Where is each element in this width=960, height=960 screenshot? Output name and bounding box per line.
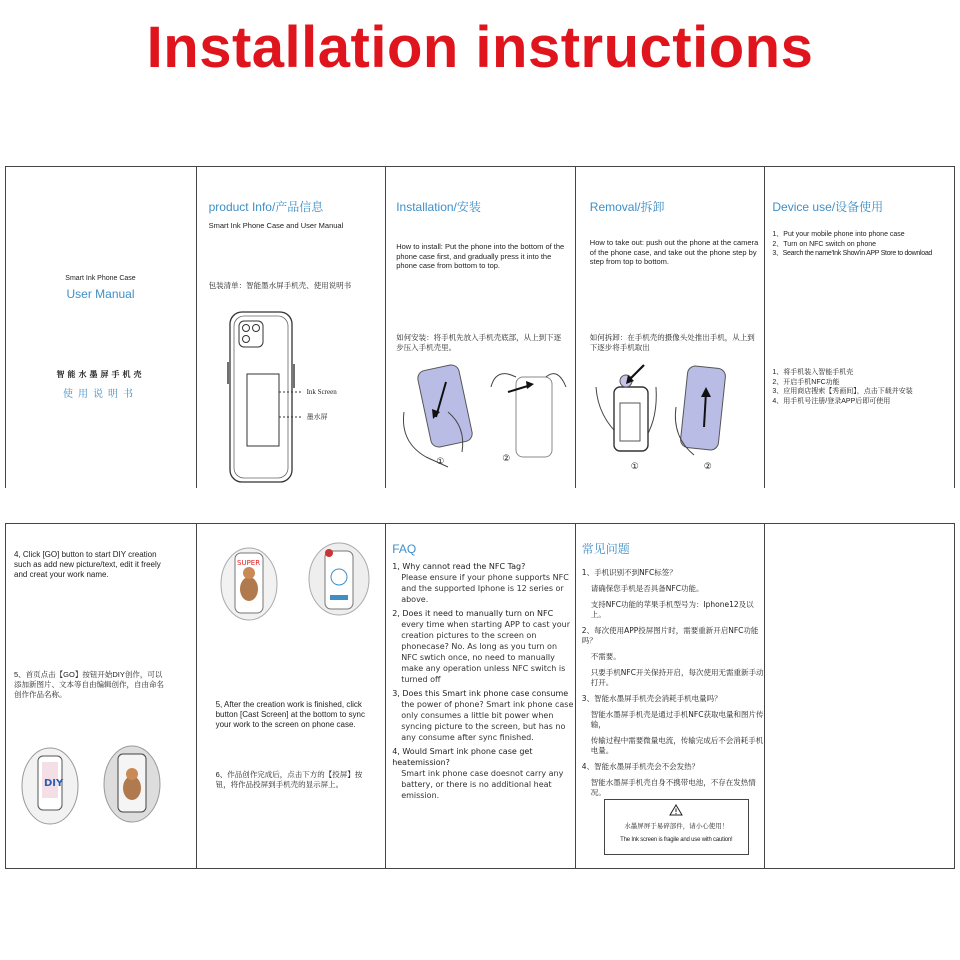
manual-strip-top (5, 166, 955, 488)
device-use-cn-step: 1、将手机装入智能手机壳 (772, 369, 854, 376)
installation-heading: Installation/安装 (396, 200, 481, 214)
product-info-heading: product Info/产品信息 (208, 200, 324, 214)
removal-text-cn: 如何拆卸：在手机壳的摄像头处推出手机，从上到下逐步将手机取出 (589, 333, 755, 352)
cover-cn-title: 智能水墨屏手机壳 (56, 370, 145, 379)
installation-text-en: How to install: Put the phone into the bottom of the phone case first, and gradually press it into the phone case from bottom to top. (396, 242, 565, 270)
device-use-en-step: 3、Search the name'Ink Show'in APP Store to download (772, 250, 933, 257)
faq-cn-list (582, 568, 764, 804)
faq-answer: the power of phone? Smart ink phone case only consumes a little bit power when syncing picture to the screen, but has no any consume after sync finished. (401, 700, 574, 742)
device-use-heading: Device use/设备使用 (772, 200, 884, 214)
device-use-cn-step: 2、开启手机NFC功能 (772, 378, 840, 386)
cover-heading: User Manual (66, 287, 135, 301)
faq-heading: FAQ (392, 542, 417, 556)
removal-heading: Removal/拆卸 (589, 200, 665, 214)
install-illustration (386, 357, 575, 477)
diy-phone-images (6, 744, 196, 844)
device-use-en-step: 2、Turn on NFC switch on phone (772, 240, 877, 248)
installation-text-cn: 如何安装：将手机先放入手机壳底部，从上到下逐步压入手机壳里。 (396, 333, 562, 352)
faq-cn-answer: 请确保您手机是否具备NFC功能。 (590, 584, 704, 593)
removal-text-en: How to take out: push out the phone at the camera of the phone case, and take out the phone step by step from top to bottom. (589, 238, 759, 266)
warning-text-en: The Ink screen is fragile and use with caution! (620, 837, 733, 843)
install-step-2: ② (502, 454, 511, 464)
cast-screen-step-en: 5, After the creation work is finished, click button [Cast Screen] at the bottom to sync your work to the screen on phone case. (215, 700, 366, 729)
install-step-1: ① (436, 457, 445, 467)
cover-small-heading: Smart Ink Phone Case (65, 275, 136, 282)
panel-cast-screen (196, 524, 386, 868)
removal-step-2: ② (703, 462, 712, 472)
svg-text:DIY: DIY (44, 778, 64, 789)
cast-screen-images (197, 539, 386, 629)
device-use-cn-steps (772, 368, 912, 406)
faq-cn-question: 1、手机识别不到NFC标签？ (581, 568, 677, 577)
product-info-package-list: 包装清单：智能墨水屏手机壳、使用说明书 (208, 281, 352, 290)
faq-answer: Please ensure if your phone supports NFC and the supported Iphone is 12 series or above. (401, 573, 569, 604)
panel-installation (385, 167, 575, 488)
faq-answer: every time when starting APP to cast your creation pictures to the screen on phonecase? No. As long as you turn on NFC swtich once, no need to manually make any operation unless NFC switch is turned off (401, 620, 571, 684)
faq-list (392, 558, 574, 801)
device-use-cn-step: 4、用手机号注册/登录APP后即可使用 (772, 397, 891, 405)
faq-cn-question: 3、智能水墨屏手机壳会消耗手机电量吗？ (581, 694, 722, 703)
panel-device-use (764, 167, 954, 488)
faq-cn-question: 4、智能水墨屏手机壳会不会发热？ (581, 762, 700, 771)
panel-product-info (196, 167, 386, 488)
faq-cn-answer: 不需要。 (590, 652, 621, 661)
device-use-en-step: 1、Put your mobile phone into phone case (772, 231, 905, 238)
faq-answer: Smart ink phone case doesnot carry any battery, or there is no additional heat emission. (401, 769, 564, 800)
ink-screen-label-cn: 墨水屏 (306, 413, 328, 421)
removal-illustration (576, 357, 765, 477)
faq-cn-question: 2、每次使用APP投屏图片时，需要重新开启NFC功能吗？ (581, 626, 759, 645)
phone-case-diagram (197, 292, 386, 488)
faq-cn-answer: 智能水墨屏手机壳自身不携带电池，不存在发热情况。 (590, 778, 756, 797)
panel-blank (764, 524, 954, 868)
warning-box (604, 799, 749, 855)
panel-faq (385, 524, 575, 868)
panel-diy-step (6, 524, 196, 868)
panel-removal (575, 167, 765, 488)
warning-text-cn: 水墨屏屏于易碎部件，请小心使用！ (624, 822, 729, 830)
diy-step-cn: 5、首页点击【GO】按钮开始DIY创作，可以添加新图片、文本等自由编辑创作，自由命名创作作品名称。 (14, 670, 164, 699)
ink-screen-label-en: Ink Screen (306, 388, 337, 396)
faq-question: 1, Why cannot read the NFC Tag? (392, 562, 526, 571)
faq-cn-answer: 只要手机NFC开关保持开启，每次使用无需重新手动打开。 (590, 668, 764, 687)
faq-question: 2, Does it need to manually turn on NFC (392, 609, 554, 618)
faq-question: 4, Would Smart ink phone case get heatemission? (392, 747, 533, 767)
svg-text:SUPER: SUPER (236, 559, 260, 567)
faq-cn-heading: 常见问题 (581, 542, 630, 556)
warning-triangle-icon (669, 804, 683, 816)
faq-cn-answer: 智能水墨屏手机壳是通过手机NFC获取电量和图片传输， (590, 710, 764, 729)
diy-step-en: 4, Click [GO] button to start DIY creation such as add new picture/text, edit it freely and creat your work name. (14, 550, 161, 579)
cast-screen-step-cn: 6、作品创作完成后，点击下方的【投屏】按钮，将作品投屏到手机壳的显示屏上。 (215, 770, 363, 789)
faq-question: 3, Does this Smart ink phone case consume (392, 689, 569, 698)
page-title: Installation instructions (146, 15, 814, 80)
device-use-cn-step: 3、应用商店搜索【秀画间】，点击下载并安装 (772, 388, 913, 395)
panel-cover (6, 167, 196, 488)
faq-cn-answer: 支持NFC功能的苹果手机型号为：Iphone12及以上。 (590, 600, 754, 619)
faq-cn-answer: 传输过程中需要微量电流，传输完成后不会消耗手机电量。 (590, 736, 764, 755)
cover-cn-subtitle: 使用说明书 (63, 389, 138, 400)
removal-step-1: ① (630, 462, 639, 472)
manual-strip-bottom (5, 523, 955, 869)
product-info-line: Smart Ink Phone Case and User Manual (208, 221, 344, 230)
device-use-en-steps (772, 230, 954, 259)
panel-faq-cn (575, 524, 765, 868)
